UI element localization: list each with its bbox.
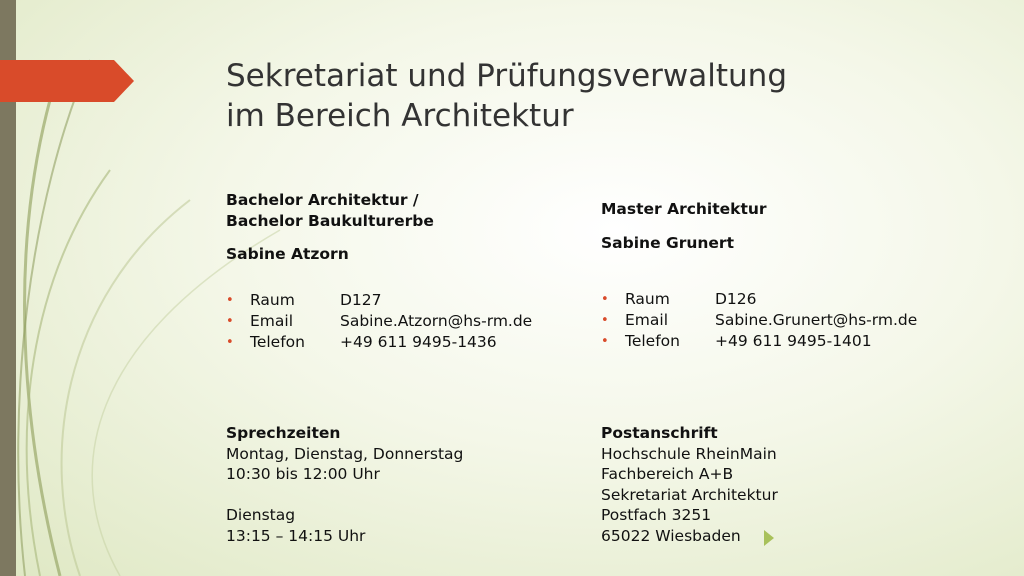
left-contact-email	[226, 311, 532, 332]
office-hours-heading: Sprechzeiten	[226, 424, 341, 442]
contact-value: +49 611 9495-1401	[715, 332, 872, 350]
left-contact-room	[226, 290, 532, 311]
title-line-2: im Bereich Architektur	[226, 98, 574, 134]
address-line: Fachbereich A+B	[601, 465, 734, 483]
right-person-name: Sabine Grunert	[601, 234, 734, 252]
postal-address	[601, 423, 778, 546]
contact-value: D127	[340, 291, 382, 309]
contact-key: Email	[250, 312, 294, 330]
address-line: Sekretariat Architektur	[601, 485, 778, 504]
left-program-line-1: Bachelor Architektur /	[226, 191, 419, 209]
left-program-heading	[226, 190, 434, 232]
title-arrow-tab	[0, 60, 134, 102]
contact-key: Telefon	[625, 332, 680, 350]
office-hours-line: 10:30 bis 12:00 Uhr	[226, 465, 380, 483]
office-hours	[226, 423, 463, 546]
office-hours-line: Montag, Dienstag, Donnerstag	[226, 444, 464, 463]
office-hours-line: Dienstag	[226, 506, 296, 524]
next-slide-arrow-icon[interactable]	[764, 530, 774, 546]
contact-value: D126	[715, 290, 757, 308]
postal-address-heading: Postanschrift	[601, 424, 718, 442]
address-line: 65022 Wiesbaden	[601, 526, 741, 545]
contact-value[interactable]: Sabine.Grunert@hs-rm.de	[715, 311, 918, 329]
contact-key: Raum	[625, 290, 670, 308]
left-contact-phone	[226, 332, 532, 353]
contact-key: Telefon	[250, 333, 305, 351]
office-hours-line: 13:15 – 14:15 Uhr	[226, 526, 366, 545]
right-program-heading: Master Architektur	[601, 200, 767, 218]
slide-title	[226, 56, 926, 136]
contact-value[interactable]: Sabine.Atzorn@hs-rm.de	[340, 312, 533, 330]
contact-key: Email	[625, 311, 669, 329]
address-line: Hochschule RheinMain	[601, 444, 777, 463]
right-contact-phone	[601, 331, 917, 352]
left-program-line-2: Bachelor Baukulturerbe	[226, 212, 434, 230]
contact-key: Raum	[250, 291, 295, 309]
address-line: Postfach 3251	[601, 506, 712, 524]
left-person-name: Sabine Atzorn	[226, 245, 349, 263]
right-contact-room	[601, 289, 917, 310]
right-contact-email	[601, 310, 917, 331]
right-contact-list	[601, 289, 917, 352]
left-contact-list	[226, 290, 532, 353]
title-line-1: Sekretariat und Prüfungsverwaltung	[226, 58, 788, 94]
contact-value: +49 611 9495-1436	[340, 333, 497, 351]
